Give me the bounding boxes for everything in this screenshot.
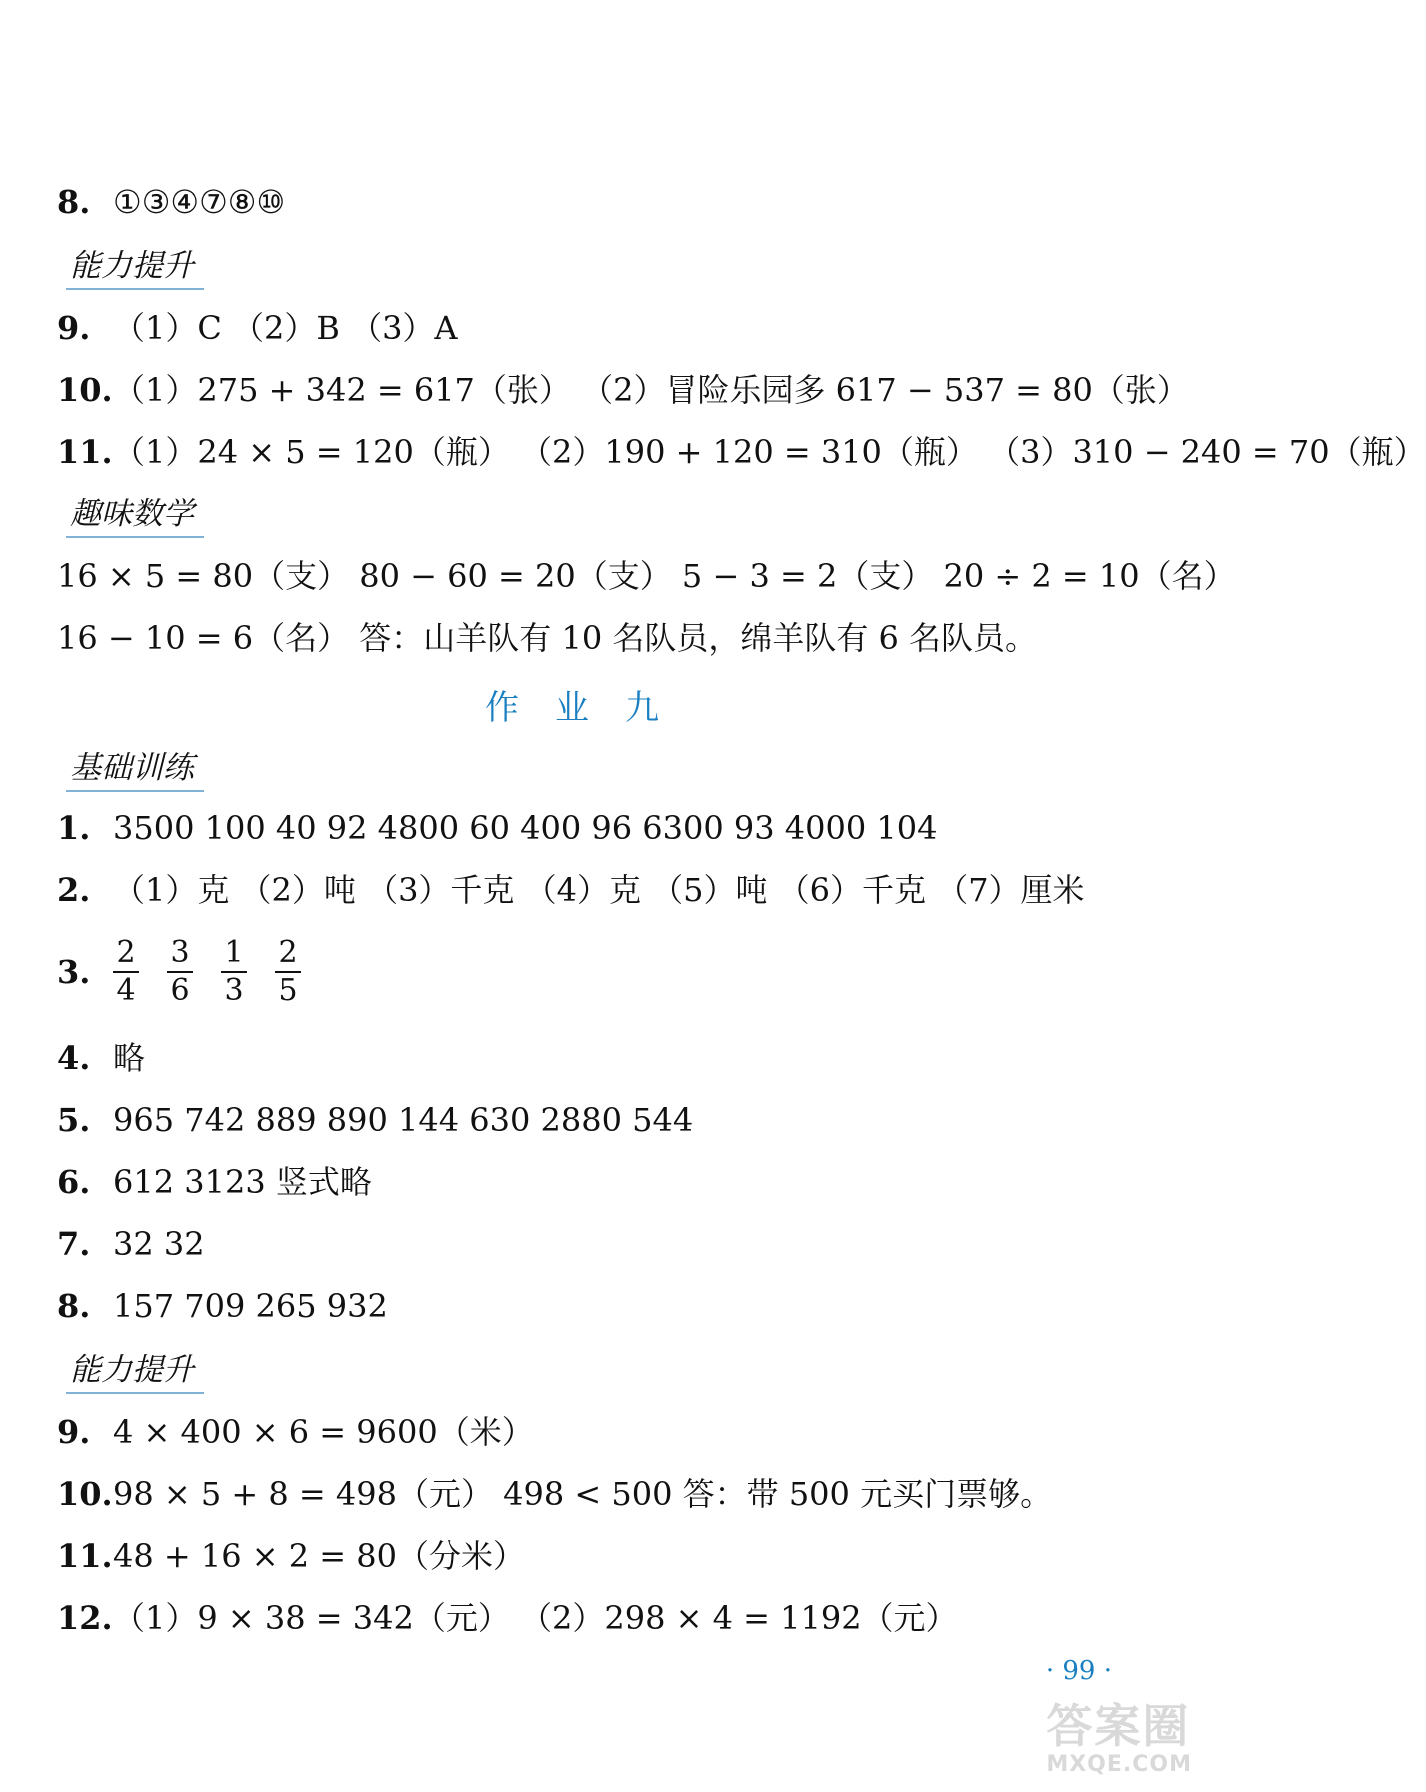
answer-line (57, 1162, 372, 1202)
denominator: 3 (224, 973, 244, 1008)
answer-text: ①③④⑦⑧⑩ (113, 183, 286, 221)
answer-line (57, 370, 1189, 410)
watermark (1046, 1690, 1192, 1777)
watermark-url: MXQE.COM (1046, 1752, 1192, 1777)
answer-text: 3500 100 40 92 4800 60 400 96 6300 93 4000 104 (113, 809, 938, 847)
numerator: 2 (278, 935, 298, 970)
fraction-answer-line (57, 932, 329, 1012)
denominator: 4 (116, 973, 136, 1008)
question-number: 1. (57, 809, 91, 847)
answer-line (57, 556, 1236, 596)
answer-text: （1）9 × 38 = 342（元） （2）298 × 4 = 1192（元） (113, 1599, 958, 1637)
answer-line (57, 182, 285, 222)
answer-line (57, 618, 1037, 658)
answer-line (57, 1474, 1052, 1514)
answer-line (57, 432, 1426, 472)
answer-text: 略 (113, 1039, 146, 1077)
answer-line (57, 1100, 693, 1140)
answer-text: 4 × 400 × 6 = 9600（米） (113, 1413, 534, 1451)
answer-text: （1）24 × 5 = 120（瓶） （2）190 + 120 = 310（瓶） （3）310 − 240 = 70（瓶） (113, 433, 1426, 471)
answer-line (57, 808, 937, 848)
answer-text: 48 + 16 × 2 = 80（分米） (113, 1537, 525, 1575)
answer-line (57, 1224, 205, 1264)
fraction (113, 935, 139, 1009)
answer-text: 98 × 5 + 8 = 498（元） 498 < 500 答：带 500 元买门票够。 (113, 1475, 1053, 1513)
question-number: 8. (57, 183, 91, 221)
answer-line (57, 1598, 958, 1638)
section-heading-basic: 基础训练 (66, 748, 204, 792)
homework-title: 作业九 (485, 688, 695, 728)
answer-line (57, 1412, 534, 1452)
page-number: · 99 · (1045, 1656, 1112, 1686)
numerator: 1 (224, 935, 244, 970)
fraction (275, 935, 301, 1009)
denominator: 5 (278, 973, 298, 1008)
answer-line (57, 1286, 388, 1326)
question-number: 9. (57, 309, 91, 347)
question-number: 9. (57, 1413, 91, 1451)
numerator: 3 (170, 935, 190, 970)
section-heading-fun-math: 趣味数学 (66, 494, 204, 538)
question-number: 2. (57, 871, 91, 909)
question-number: 11. (57, 1537, 113, 1575)
answer-line (57, 308, 458, 348)
question-number: 10. (57, 1475, 113, 1513)
answer-text: （1）克 （2）吨 （3）千克 （4）克 （5）吨 （6）千克 （7）厘米 (113, 871, 1085, 909)
denominator: 6 (170, 973, 190, 1008)
watermark-logo-text: 答案圈 (1046, 1699, 1191, 1753)
answer-text: 157 709 265 932 (113, 1287, 388, 1325)
question-number: 12. (57, 1599, 113, 1637)
fraction (221, 935, 247, 1009)
question-number: 6. (57, 1163, 91, 1201)
answer-text: 965 742 889 890 144 630 2880 544 (113, 1101, 694, 1139)
answer-line (57, 1038, 145, 1078)
fraction (167, 935, 193, 1009)
answer-text: 612 3123 竖式略 (113, 1163, 372, 1201)
question-number: 3. (57, 953, 91, 991)
answer-line (57, 1536, 525, 1576)
question-number: 10. (57, 371, 113, 409)
answer-line (57, 870, 1085, 910)
answer-text: （1）275 + 342 = 617（张） （2）冒险乐园多 617 − 537 = 80（张） (113, 371, 1189, 409)
answer-text: 32 32 (113, 1225, 205, 1263)
question-number: 11. (57, 433, 113, 471)
question-number: 7. (57, 1225, 91, 1263)
section-heading-ability: 能力提升 (66, 246, 204, 290)
answer-text: 16 × 5 = 80（支） 80 − 60 = 20（支） 5 − 3 = 2（支） 20 ÷ 2 = 10（名） (57, 557, 1236, 595)
section-heading-ability: 能力提升 (66, 1350, 204, 1394)
answer-text: 16 − 10 = 6（名） 答：山羊队有 10 名队员，绵羊队有 6 名队员。 (57, 619, 1038, 657)
answer-text: （1）C （2）B （3）A (113, 309, 458, 347)
numerator: 2 (116, 935, 136, 970)
question-number: 4. (57, 1039, 91, 1077)
question-number: 5. (57, 1101, 91, 1139)
question-number: 8. (57, 1287, 91, 1325)
